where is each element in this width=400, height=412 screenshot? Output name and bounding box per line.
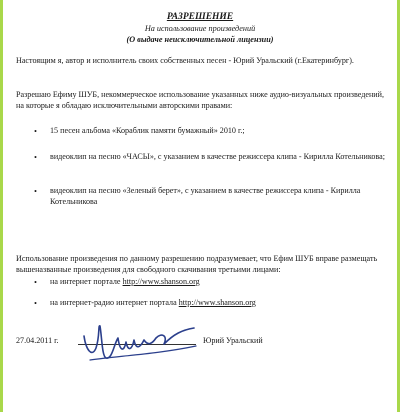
intro-paragraph: Настоящим я, автор и исполнитель своих собственных песен - Юрий Уральский (г.Екатеринбург). [16, 56, 354, 65]
portal-prefix: на интернет-радио интернет портала [50, 298, 177, 307]
document-date: 27.04.2011 г. [16, 336, 59, 345]
portal-prefix: на интернет портале [50, 277, 121, 286]
bullet-icon: • [34, 277, 37, 287]
document-header [0, 12, 400, 45]
portal-item [50, 277, 390, 288]
portal-link[interactable]: http://www.shanson.org [178, 298, 256, 307]
work-item: видеоклип на песню «Зеленый берет», с указанием в качестве режиссера клипа - Кирилла Котельникова [50, 186, 361, 206]
work-item: видеоклип на песню «ЧАСЫ», с указанием в качестве режиссера клипа - Кирилла Котельникова; [50, 152, 385, 161]
portal-item [50, 298, 390, 309]
bullet-icon: • [34, 298, 37, 308]
page-edge-left [0, 0, 3, 412]
usage-paragraph: Использование произведения по данному разрешению подразумевает, что Ефим ШУБ вправе размещать вышеназванные произведения для свободного скачивания третьими лицами: [16, 254, 378, 274]
handwritten-signature [78, 316, 202, 372]
bullet-icon: • [34, 186, 37, 196]
bullet-icon: • [34, 152, 37, 162]
document-subtitle-license: (О выдаче неисключительной лицензии) [126, 35, 274, 44]
document-subtitle: На использование произведений [144, 24, 256, 33]
document-title: РАЗРЕШЕНИЕ [166, 12, 234, 22]
work-item: 15 песен альбома «Кораблик памяти бумажный» 2010 г.; [50, 126, 245, 135]
bullet-icon: • [34, 126, 37, 136]
portal-link[interactable]: http://www.shanson.org [122, 277, 200, 286]
signer-name: Юрий Уральский [203, 336, 263, 345]
permission-paragraph: Разрешаю Ефиму ШУБ, некоммерческое использование указанных ниже аудио-визуальных произведений, на которые я обладаю исключительными авторскими правами: [16, 90, 384, 110]
